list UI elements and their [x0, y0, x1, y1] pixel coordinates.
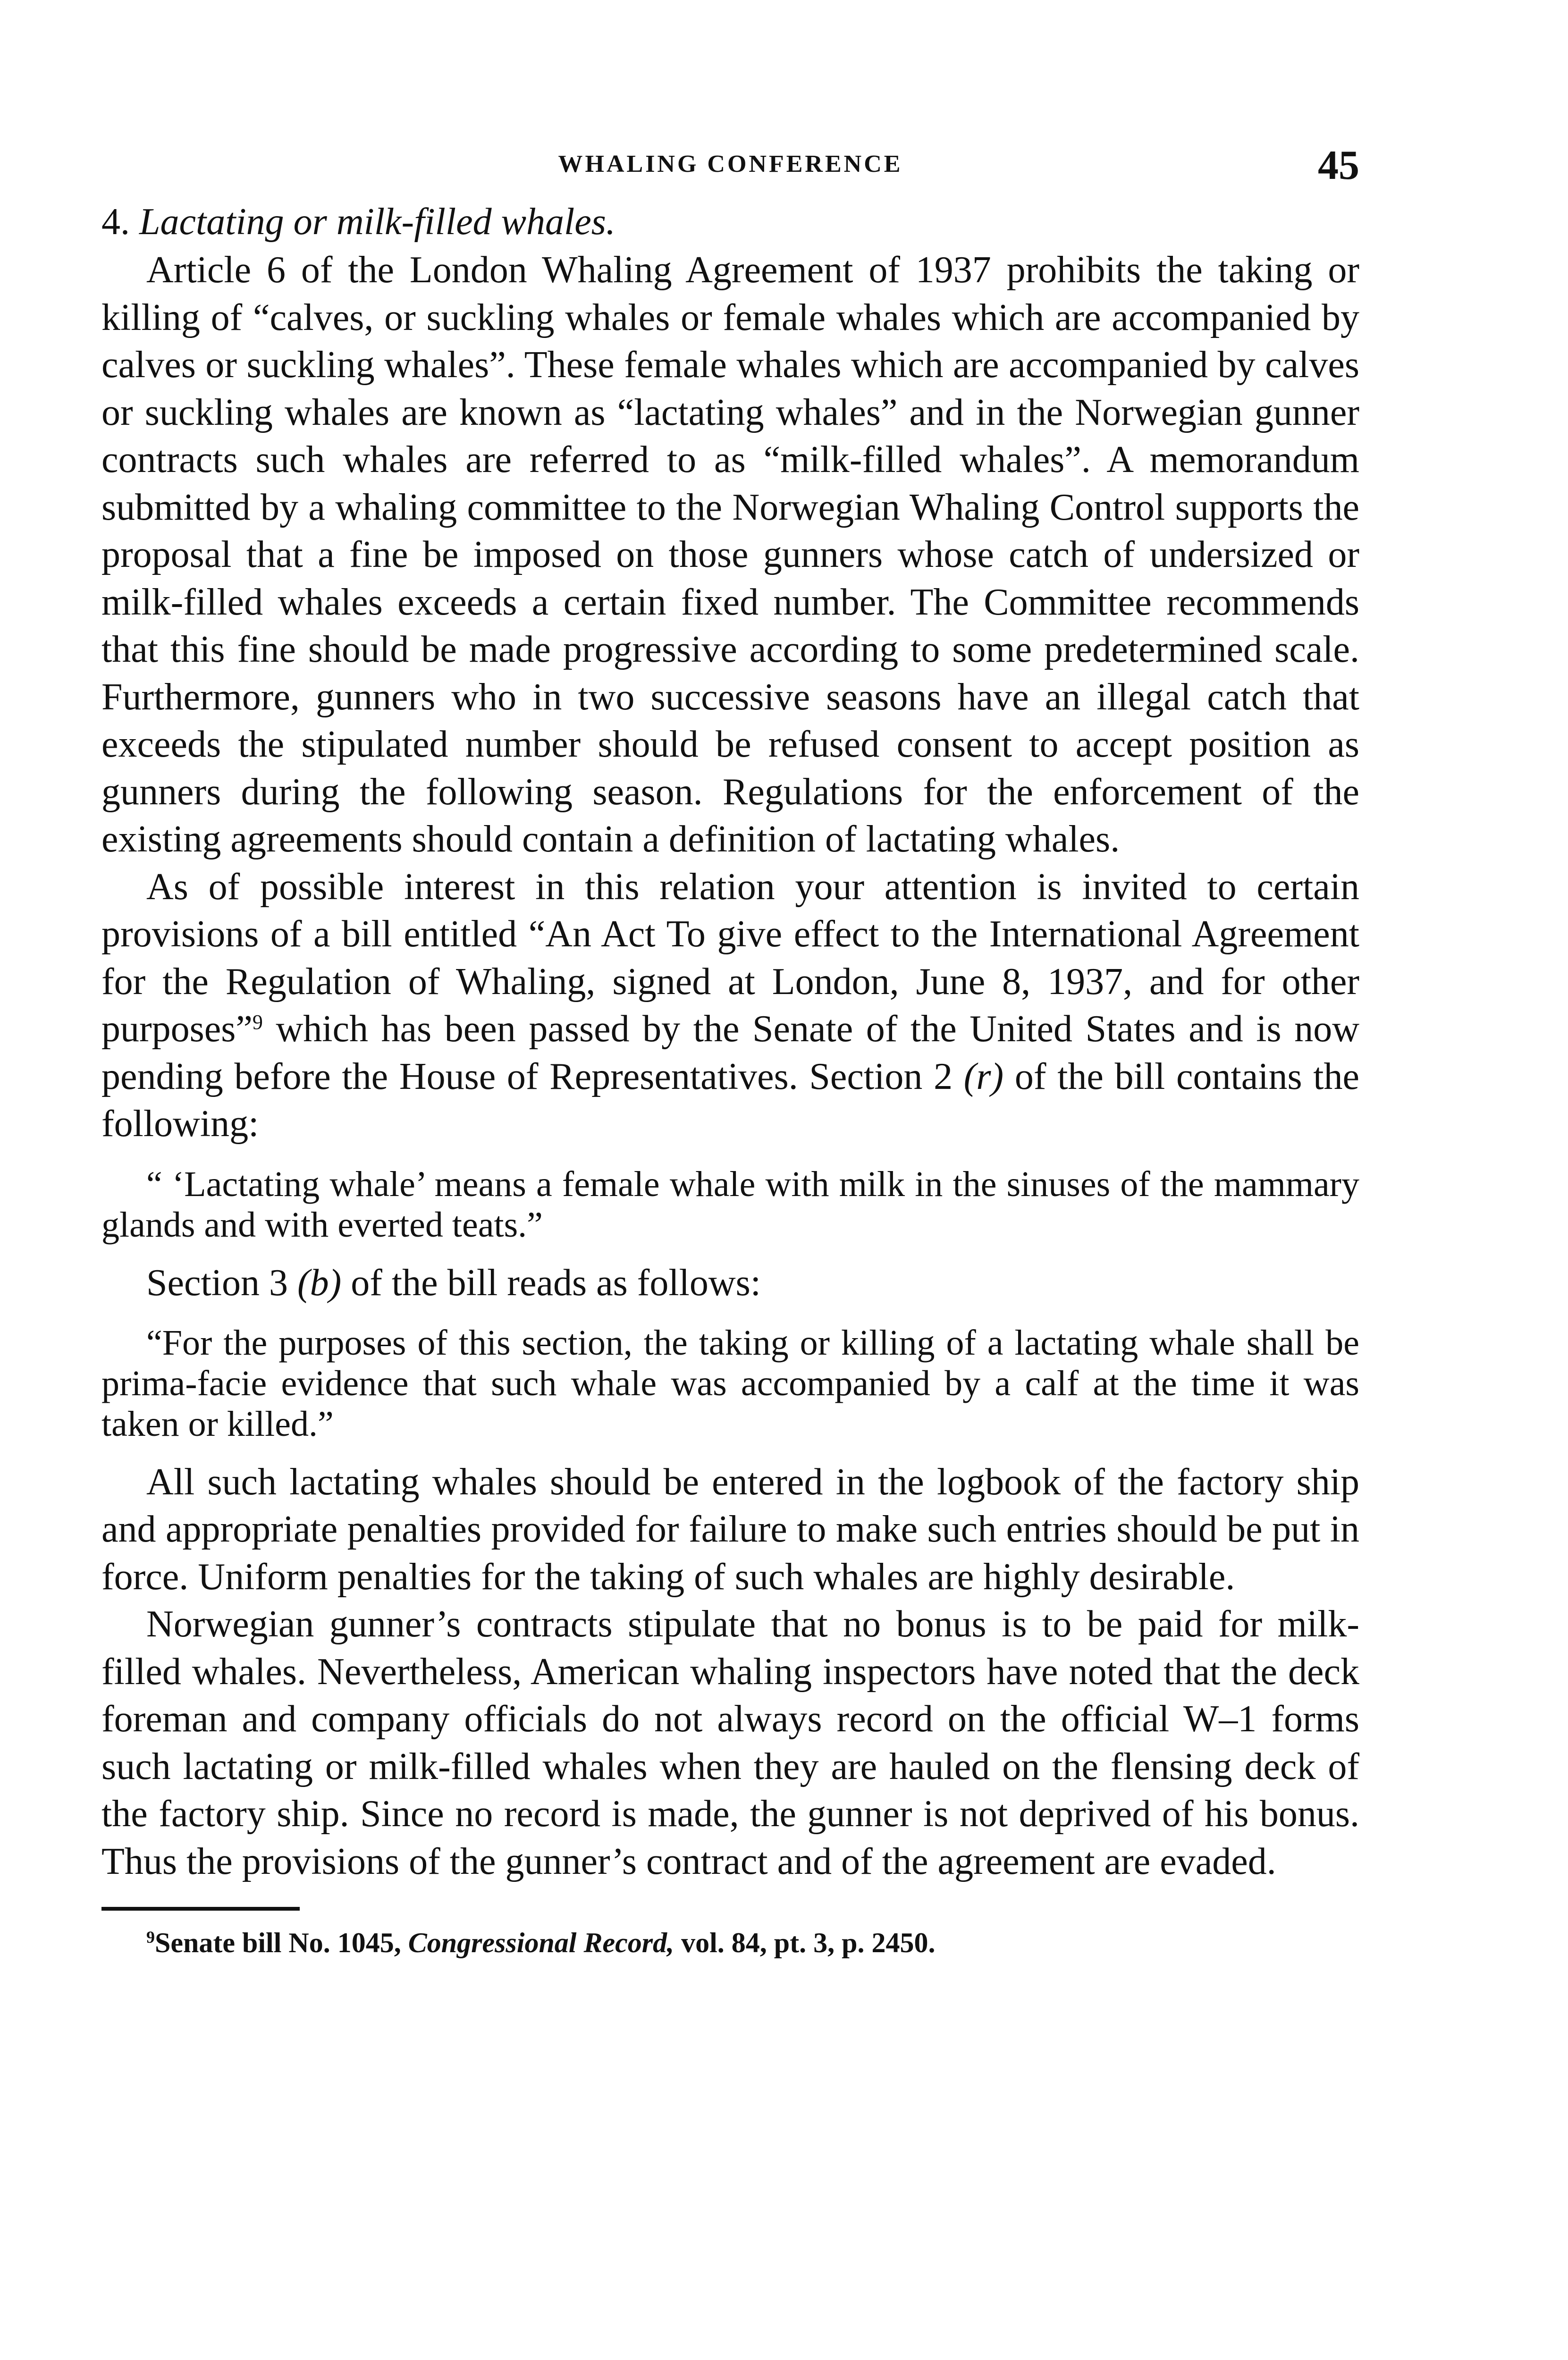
- section-number: 4.: [101, 201, 130, 243]
- section-heading: [101, 198, 1359, 245]
- footnote: [101, 1925, 1359, 1961]
- document-page: [101, 142, 1359, 1961]
- running-title: WHALING CONFERENCE: [558, 151, 903, 177]
- running-header: [101, 142, 1359, 198]
- section-title: Lactating or milk-filled whales.: [139, 201, 615, 243]
- page-number: 45: [1318, 143, 1359, 188]
- paragraph-logbook: All such lactating whales should be entered in the logbook of the factory ship and appropriate penalties provided for failure to make such entries should be put in force. Uniform penalties for the taking of such whales are highly desirable.: [101, 1461, 1359, 1598]
- footnote-reference: 9: [252, 1011, 263, 1034]
- paragraph-article-6: Article 6 of the London Whaling Agreement of 1937 prohibits the taking or killing of “calves, or suckling whales or female whales which are accompanied by calves or suckling whales”. These female whales which are accompanied by calves or suckling whales are known as “lactating whales” and in the Norwegian gunner contracts such whales are referred to as “milk-filled whales”. A memorandum submitted by a whaling committee to the Norwegian Whaling Control supports the proposal that a fine be imposed on those gunners whose catch of undersized or milk-filled whales exceeds a certain fixed number. The Committee recommends that this fine should be made progressive according to some predetermined scale. Furthermore, gunners who in two successive seasons have an illegal catch that exceeds the stipulated number should be refused consent to accept position as gunners during the following season. Regulations for the enforcement of the existing agreements should contain a definition of lactating whales.: [101, 249, 1359, 860]
- footnote-text-start: Senate bill No. 1045,: [155, 1927, 408, 1958]
- paragraph-gunner-contracts: Norwegian gunner’s contracts stipulate that no bonus is to be paid for milk-filled whales. Nevertheless, American whaling inspectors have noted that the deck foreman and company officials do not always record on the official W–1 forms such lactating or milk-filled whales when they are hauled on the flensing deck of the factory ship. Since no record is made, the gunner is not deprived of his bonus. Thus the provisions of the gunner’s contract and of the agreement are evaded.: [101, 1603, 1359, 1882]
- paragraph-bill-text-start: As of possible interest in this relation your attention is invited to certain provisions of a bill entitled “An Act To give effect to the International Agreement for the Regulation of Whaling, signed at London, June 8, 1937, and for other purposes”: [101, 866, 1359, 1050]
- paragraph-bill-provisions: [101, 863, 1359, 1148]
- paragraph-section-3-intro: [101, 1259, 1359, 1306]
- paragraph-bill-text-end: of the bill contains the following:: [101, 1055, 1360, 1145]
- quote-prima-facie-evidence: “For the purposes of this section, the taking or killing of a lactating whale shall be prima-facie evidence that such whale was accompanied by a calf at the time it was taken or killed.”: [101, 1323, 1359, 1444]
- section-letter-b: (b): [297, 1262, 342, 1304]
- footnote-text-end: vol. 84, pt. 3, p. 2450.: [674, 1927, 936, 1958]
- section-letter-r: (r): [963, 1055, 1004, 1097]
- section-3-text: of the bill reads as follows:: [341, 1262, 761, 1304]
- paragraph-bill-text-middle: which has been passed by the Senate of the United States and is now pending before the House of Representatives. Section 2: [101, 1008, 1359, 1097]
- footnote-divider: [101, 1907, 300, 1911]
- quote-lactating-definition: “ ‘Lactating whale’ means a female whale with milk in the sinuses of the mammary glands and with everted teats.”: [101, 1164, 1359, 1245]
- section-3-label: Section 3: [146, 1262, 297, 1304]
- footnote-marker: 9: [146, 1928, 155, 1947]
- footnote-source: Congressional Record,: [408, 1927, 674, 1958]
